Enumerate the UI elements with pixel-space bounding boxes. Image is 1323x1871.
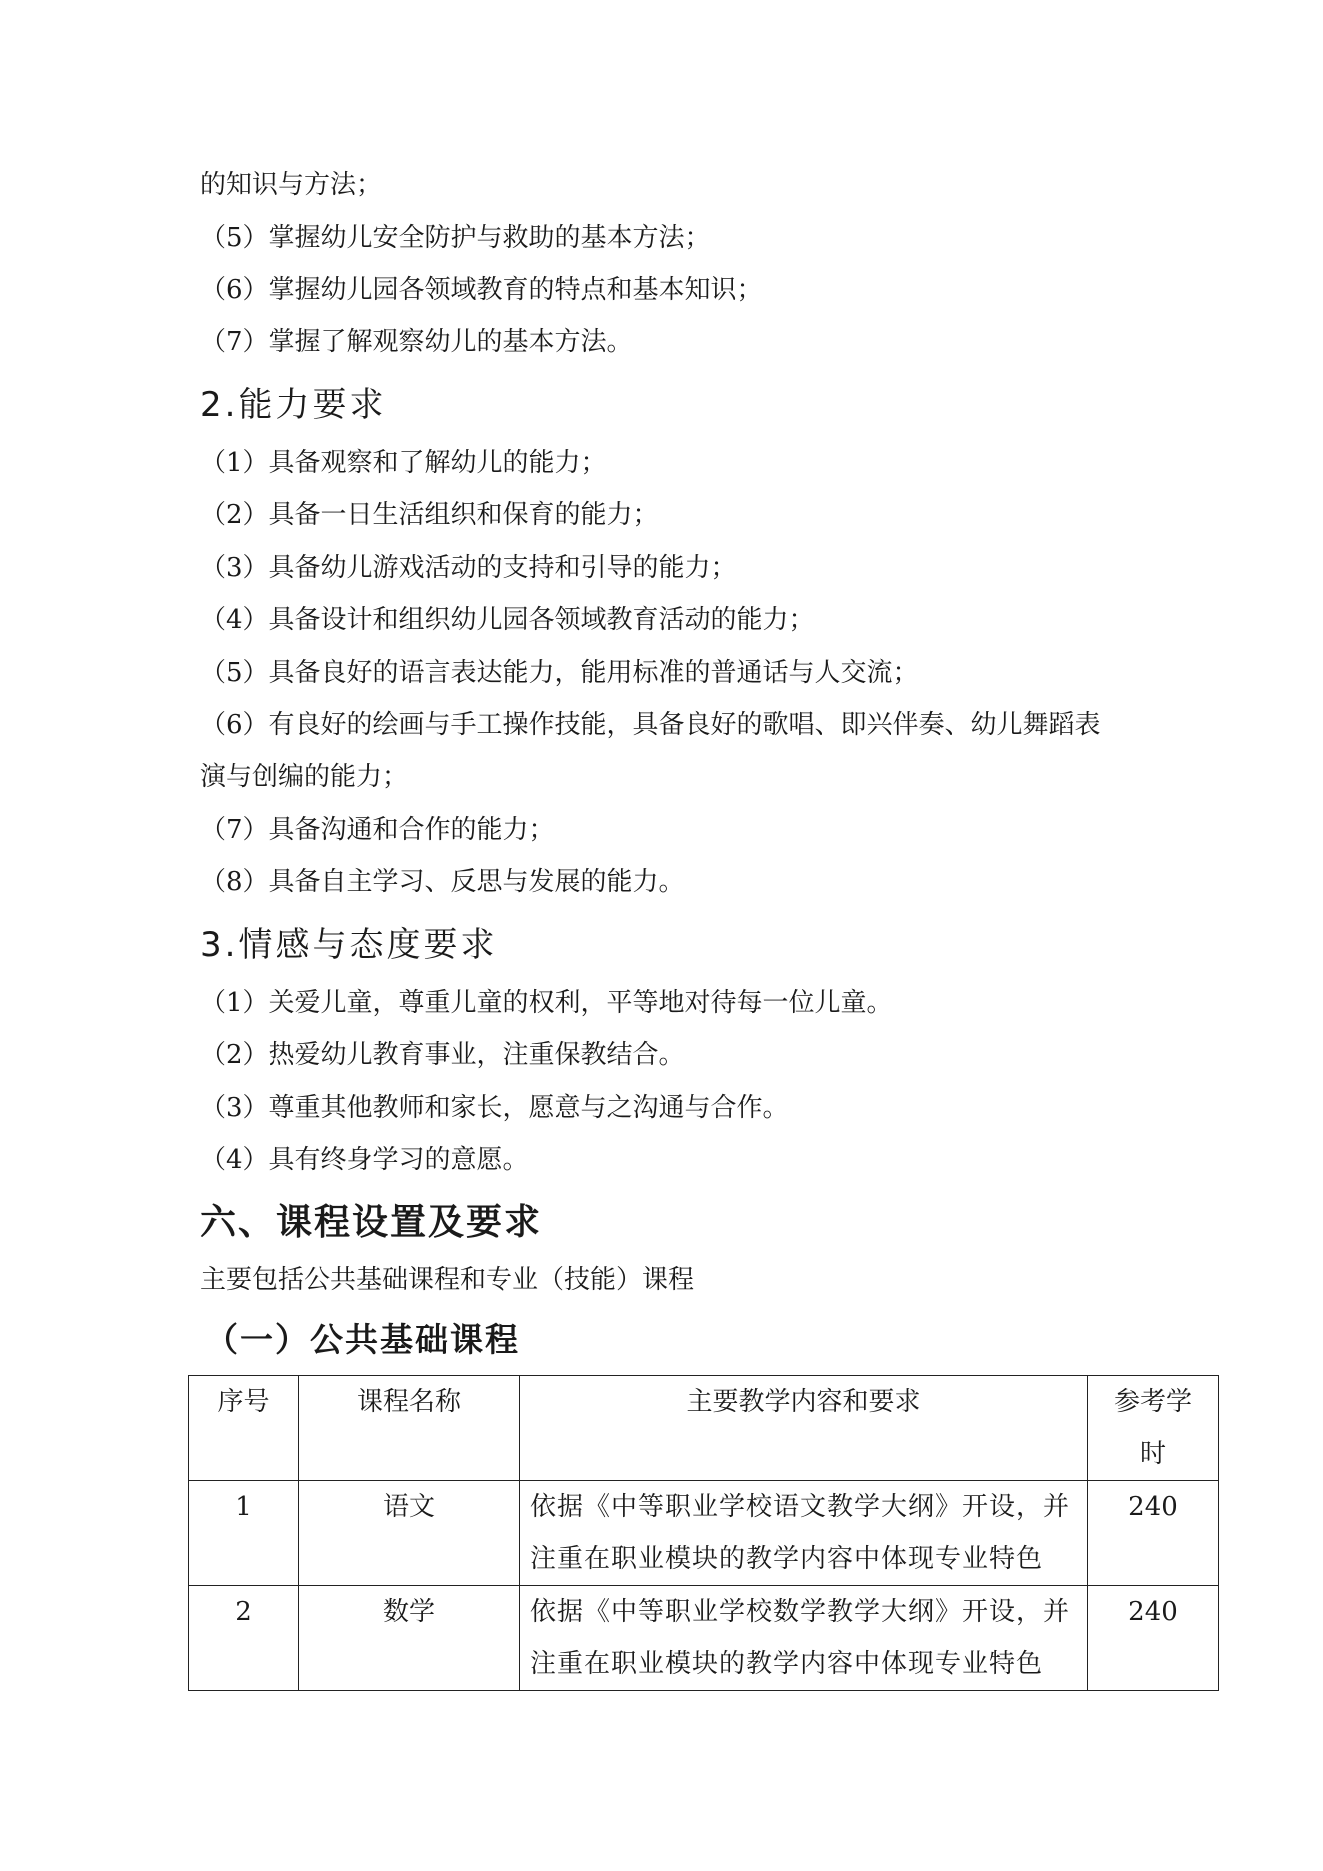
header-no: 序号 bbox=[189, 1376, 299, 1481]
attitude-item-4: （4）具有终身学习的意愿。 bbox=[200, 1145, 529, 1175]
row-content: 依据《中等职业学校数学教学大纲》开设，并注重在职业模块的教学内容中体现专业特色 bbox=[520, 1586, 1088, 1691]
ability-item-7: （7）具备沟通和合作的能力； bbox=[200, 815, 555, 845]
public-course-heading: （一）公共基础课程 bbox=[205, 1320, 520, 1359]
attitude-heading: 3.情感与态度要求 bbox=[200, 925, 498, 965]
knowledge-item-continuation: 的知识与方法； bbox=[200, 170, 383, 200]
ability-item-6-continuation: 演与创编的能力； bbox=[200, 762, 409, 792]
knowledge-item-7: （7）掌握了解观察幼儿的基本方法。 bbox=[200, 327, 633, 357]
public-course-table bbox=[188, 1375, 1219, 1691]
row-course-name: 数学 bbox=[299, 1586, 520, 1691]
ability-item-3: （3）具备幼儿游戏活动的支持和引导的能力； bbox=[200, 553, 737, 583]
table-header-row bbox=[189, 1376, 1219, 1481]
ability-heading: 2.能力要求 bbox=[200, 385, 387, 425]
row-content: 依据《中等职业学校语文教学大纲》开设，并注重在职业模块的教学内容中体现专业特色 bbox=[520, 1481, 1088, 1586]
row-hours: 240 bbox=[1088, 1586, 1219, 1691]
header-hours: 参考学时 bbox=[1088, 1376, 1219, 1481]
knowledge-item-6: （6）掌握幼儿园各领域教育的特点和基本知识； bbox=[200, 275, 763, 305]
ability-item-4: （4）具备设计和组织幼儿园各领域教育活动的能力； bbox=[200, 605, 815, 635]
row-no: 1 bbox=[189, 1481, 299, 1586]
header-course-name: 课程名称 bbox=[299, 1376, 520, 1481]
ability-item-5: （5）具备良好的语言表达能力，能用标准的普通话与人交流； bbox=[200, 658, 919, 688]
ability-item-1: （1）具备观察和了解幼儿的能力； bbox=[200, 448, 607, 478]
ability-item-8: （8）具备自主学习、反思与发展的能力。 bbox=[200, 867, 685, 897]
row-hours: 240 bbox=[1088, 1481, 1219, 1586]
knowledge-item-5: （5）掌握幼儿安全防护与救助的基本方法； bbox=[200, 223, 711, 253]
ability-item-2: （2）具备一日生活组织和保育的能力； bbox=[200, 500, 659, 530]
section-6-intro: 主要包括公共基础课程和专业（技能）课程 bbox=[200, 1265, 695, 1295]
row-no: 2 bbox=[189, 1586, 299, 1691]
table-row bbox=[189, 1481, 1219, 1586]
row-course-name: 语文 bbox=[299, 1481, 520, 1586]
attitude-item-2: （2）热爱幼儿教育事业，注重保教结合。 bbox=[200, 1040, 685, 1070]
table-row bbox=[189, 1586, 1219, 1691]
header-content: 主要教学内容和要求 bbox=[520, 1376, 1088, 1481]
ability-item-6: （6）有良好的绘画与手工操作技能，具备良好的歌唱、即兴伴奏、幼儿舞蹈表 bbox=[200, 710, 1101, 740]
section-6-heading: 六、课程设置及要求 bbox=[200, 1202, 543, 1243]
attitude-item-1: （1）关爱儿童，尊重儿童的权利，平等地对待每一位儿童。 bbox=[200, 988, 893, 1018]
attitude-item-3: （3）尊重其他教师和家长，愿意与之沟通与合作。 bbox=[200, 1093, 789, 1123]
